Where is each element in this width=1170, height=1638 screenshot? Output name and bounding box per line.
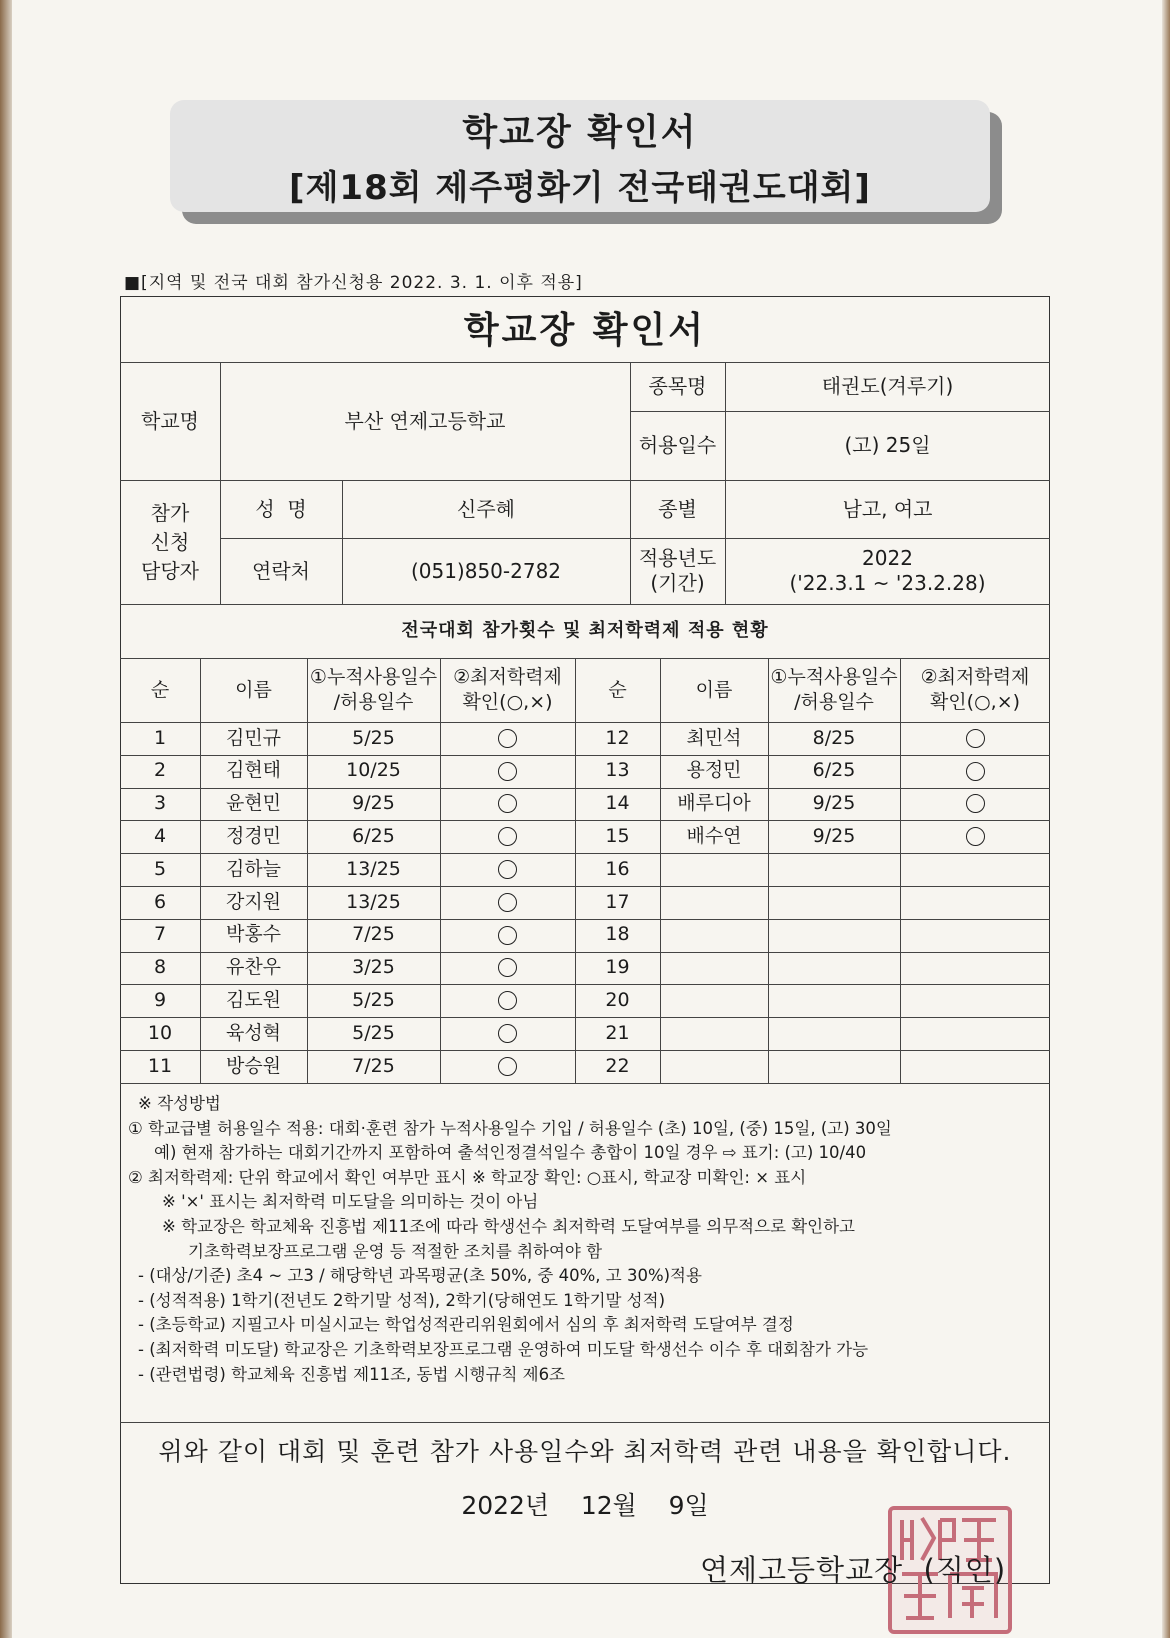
row-number: 16 bbox=[605, 857, 630, 880]
min-academic-check bbox=[900, 984, 1050, 1017]
contact-group-label: 참가 신청 담당자 bbox=[141, 500, 199, 583]
min-academic-check bbox=[900, 1017, 1050, 1050]
row-number: 9 bbox=[153, 988, 167, 1011]
cumulative-days: 5/25 bbox=[352, 1021, 395, 1044]
cumulative-days: 7/25 bbox=[352, 1054, 395, 1077]
header-name: 이름 bbox=[695, 678, 733, 701]
circle-check-icon bbox=[966, 729, 985, 748]
min-academic-check bbox=[900, 755, 1050, 788]
circle-check-icon bbox=[966, 827, 985, 846]
circle-check-icon bbox=[498, 958, 517, 977]
student-name: 김현태 bbox=[225, 759, 282, 782]
row-number: 18 bbox=[605, 923, 630, 946]
cumulative-days bbox=[768, 1050, 900, 1083]
circle-check-icon bbox=[498, 860, 517, 879]
min-academic-check bbox=[900, 1050, 1050, 1083]
header-cum-days: ①누적사용일수 /허용일수 bbox=[770, 666, 898, 713]
row-number: 14 bbox=[605, 792, 630, 815]
student-name: 배수연 bbox=[686, 824, 742, 847]
cumulative-days: 9/25 bbox=[812, 792, 856, 815]
min-academic-check bbox=[440, 820, 575, 853]
event-value: 태권도(겨루기) bbox=[821, 374, 954, 398]
instruction-line: - (최저학력 미도달) 학교장은 기초학력보장프로그램 운영하여 미도달 학생선수 이수 후 대회참가 가능 bbox=[138, 1339, 869, 1359]
student-name: 정경민 bbox=[225, 824, 282, 847]
paper-edge bbox=[0, 0, 12, 1638]
circle-check-icon bbox=[498, 762, 517, 781]
circle-check-icon bbox=[498, 1024, 517, 1043]
circle-check-icon bbox=[498, 827, 517, 846]
row-number: 12 bbox=[605, 726, 630, 749]
instruction-line: ※ 학교장은 학교체육 진흥법 제11조에 따라 학생선수 최저학력 도달여부를 의무적으로 확인하고 bbox=[162, 1216, 855, 1236]
school-value: 부산 연제고등학교 bbox=[344, 408, 506, 433]
instructions bbox=[128, 1092, 1046, 1387]
phone-label: 연락처 bbox=[252, 558, 310, 583]
paper-edge bbox=[1162, 0, 1170, 1638]
phone-value: (051)850-2782 bbox=[410, 558, 562, 583]
cumulative-days: 10/25 bbox=[346, 759, 401, 782]
header-name: 이름 bbox=[235, 678, 272, 701]
circle-check-icon bbox=[498, 1057, 517, 1076]
cumulative-days: 6/25 bbox=[812, 759, 856, 782]
cumulative-days: 8/25 bbox=[812, 726, 856, 749]
student-name: 유찬우 bbox=[225, 956, 282, 979]
min-academic-check bbox=[440, 886, 575, 919]
row-number: 1 bbox=[153, 726, 167, 749]
student-name bbox=[660, 952, 768, 985]
usage-note: ■[지역 및 전국 대회 참가신청용 2022. 3. 1. 이후 적용] bbox=[124, 273, 583, 293]
row-number: 13 bbox=[605, 759, 630, 782]
apply-year-value: 2022 ('22.3.1 ~ '23.2.28) bbox=[789, 546, 986, 595]
student-name: 최민석 bbox=[686, 726, 742, 749]
instruction-line: 기초학력보장프로그램 운영 등 적절한 조치를 취하여야 함 bbox=[188, 1241, 603, 1261]
min-academic-check bbox=[440, 1050, 575, 1083]
signer-name: 연제고등학교장 (직인) bbox=[700, 1553, 1007, 1587]
row-number: 10 bbox=[147, 1021, 173, 1044]
student-name: 윤현민 bbox=[225, 792, 282, 815]
header-no: 순 bbox=[150, 678, 170, 701]
category-label: 종별 bbox=[658, 496, 697, 521]
title-banner bbox=[170, 100, 990, 212]
student-name bbox=[660, 1017, 768, 1050]
cumulative-days bbox=[768, 1017, 900, 1050]
min-academic-check bbox=[900, 853, 1050, 886]
min-academic-check bbox=[440, 952, 575, 985]
student-name: 박홍수 bbox=[225, 923, 282, 946]
instruction-line: - (대상/기준) 초4 ~ 고3 / 해당학년 과목평균(초 50%, 중 40%, 고 30%)적용 bbox=[138, 1266, 702, 1286]
student-name: 육성혁 bbox=[225, 1021, 282, 1044]
student-name bbox=[660, 853, 768, 886]
min-academic-check bbox=[440, 919, 575, 952]
row-number: 20 bbox=[605, 988, 630, 1011]
circle-check-icon bbox=[498, 794, 517, 813]
row-number: 6 bbox=[153, 890, 167, 913]
student-name: 김민규 bbox=[225, 726, 282, 749]
form-title: 학교장 확인서 bbox=[463, 309, 707, 351]
row-number: 5 bbox=[153, 857, 167, 880]
student-name bbox=[660, 886, 768, 919]
header-no: 순 bbox=[608, 678, 627, 701]
header-cum-days: ①누적사용일수 /허용일수 bbox=[309, 666, 438, 713]
allowed-days-label: 허용일수 bbox=[638, 433, 717, 457]
status-title: 전국대회 참가횟수 및 최저학력제 적용 현황 bbox=[401, 619, 769, 641]
row-number: 2 bbox=[153, 759, 167, 782]
student-name: 용정민 bbox=[686, 759, 742, 782]
row-number: 19 bbox=[605, 956, 630, 979]
cumulative-days bbox=[768, 952, 900, 985]
instruction-line: ① 학교급별 허용일수 적용: 대회·훈련 참가 누적사용일수 기입 / 허용일수 (초) 10일, (중) 15일, (고) 30일 bbox=[128, 1118, 892, 1138]
instruction-line: 예) 현재 참가하는 대회기간까지 포함하여 출석인정결석일수 총합이 10일 경우 ⇨ 표기: (고) 10/40 bbox=[154, 1143, 867, 1163]
cumulative-days: 3/25 bbox=[352, 956, 395, 979]
min-academic-check bbox=[440, 722, 575, 755]
instructions-heading: ※ 작성방법 bbox=[138, 1094, 221, 1113]
name-value: 신주혜 bbox=[457, 496, 515, 521]
student-name bbox=[660, 984, 768, 1017]
student-name bbox=[660, 1050, 768, 1083]
min-academic-check bbox=[440, 755, 575, 788]
circle-check-icon bbox=[498, 991, 517, 1010]
cumulative-days: 9/25 bbox=[812, 824, 856, 847]
name-label: 성 명 bbox=[255, 496, 307, 521]
apply-year-label: 적용년도 (기간) bbox=[638, 546, 717, 595]
cumulative-days bbox=[768, 853, 900, 886]
instruction-line: ② 최저학력제: 단위 학교에서 확인 여부만 표시 ※ 학교장 확인: ○표시, 학교장 미확인: × 표시 bbox=[128, 1167, 807, 1187]
event-label: 종목명 bbox=[648, 374, 707, 398]
row-number: 4 bbox=[153, 824, 167, 847]
cumulative-days: 5/25 bbox=[352, 726, 395, 749]
cumulative-days bbox=[768, 919, 900, 952]
cumulative-days: 7/25 bbox=[352, 923, 395, 946]
min-academic-check bbox=[440, 1017, 575, 1050]
circle-check-icon bbox=[966, 794, 985, 813]
cumulative-days bbox=[768, 886, 900, 919]
cumulative-days: 13/25 bbox=[346, 890, 401, 913]
student-name: 김하늘 bbox=[225, 857, 282, 880]
instruction-line: - (성적적용) 1학기(전년도 2학기말 성적), 2학기(당해연도 1학기말 성적) bbox=[138, 1290, 666, 1310]
min-academic-check bbox=[900, 722, 1050, 755]
cumulative-days: 5/25 bbox=[352, 988, 395, 1011]
instruction-line: ※ '×' 표시는 최저학력 미도달을 의미하는 것이 아님 bbox=[162, 1192, 539, 1212]
school-label: 학교명 bbox=[141, 408, 199, 433]
student-name bbox=[660, 919, 768, 952]
row-number: 17 bbox=[605, 890, 630, 913]
document-subtitle: [제18회 제주평화기 전국태권도대회] bbox=[289, 168, 871, 208]
instruction-line: - (관련법령) 학교체육 진흥법 제11조, 동법 시행규칙 제6조 bbox=[138, 1364, 565, 1384]
row-number: 21 bbox=[605, 1021, 630, 1044]
header-min-academic: ②최저학력제 확인(○,×) bbox=[453, 666, 562, 713]
min-academic-check bbox=[900, 952, 1050, 985]
cumulative-days: 9/25 bbox=[352, 792, 395, 815]
student-name: 강지원 bbox=[225, 890, 282, 913]
confirmation-statement: 위와 같이 대회 및 훈련 참가 사용일수와 최저학력 관련 내용을 확인합니다. bbox=[158, 1437, 1012, 1466]
row-number: 3 bbox=[153, 792, 167, 815]
min-academic-check bbox=[900, 820, 1050, 853]
instruction-line: - (초등학교) 지필고사 미실시교는 학업성적관리위원회에서 심의 후 최저학력 도달여부 결정 bbox=[138, 1315, 794, 1335]
cumulative-days: 6/25 bbox=[352, 824, 395, 847]
cumulative-days bbox=[768, 984, 900, 1017]
min-academic-check bbox=[440, 788, 575, 821]
header-min-academic: ②최저학력제 확인(○,×) bbox=[920, 666, 1030, 713]
circle-check-icon bbox=[498, 729, 517, 748]
allowed-days-value: (고) 25일 bbox=[844, 433, 931, 457]
row-number: 8 bbox=[153, 956, 167, 979]
row-number: 11 bbox=[147, 1054, 173, 1077]
min-academic-check bbox=[440, 984, 575, 1017]
student-name: 배루디아 bbox=[677, 792, 751, 815]
document-title: 학교장 확인서 bbox=[462, 112, 698, 153]
circle-check-icon bbox=[966, 762, 985, 781]
issue-date: 2022년 12월 9일 bbox=[461, 1491, 709, 1520]
student-name: 방승원 bbox=[225, 1054, 282, 1077]
row-number: 7 bbox=[153, 923, 167, 946]
category-value: 남고, 여고 bbox=[842, 496, 933, 521]
student-name: 김도원 bbox=[225, 988, 282, 1011]
row-number: 15 bbox=[605, 824, 630, 847]
cumulative-days: 13/25 bbox=[346, 857, 401, 880]
min-academic-check bbox=[440, 853, 575, 886]
min-academic-check bbox=[900, 886, 1050, 919]
circle-check-icon bbox=[498, 893, 517, 912]
min-academic-check bbox=[900, 919, 1050, 952]
row-number: 22 bbox=[605, 1054, 630, 1077]
min-academic-check bbox=[900, 788, 1050, 821]
circle-check-icon bbox=[498, 926, 517, 945]
